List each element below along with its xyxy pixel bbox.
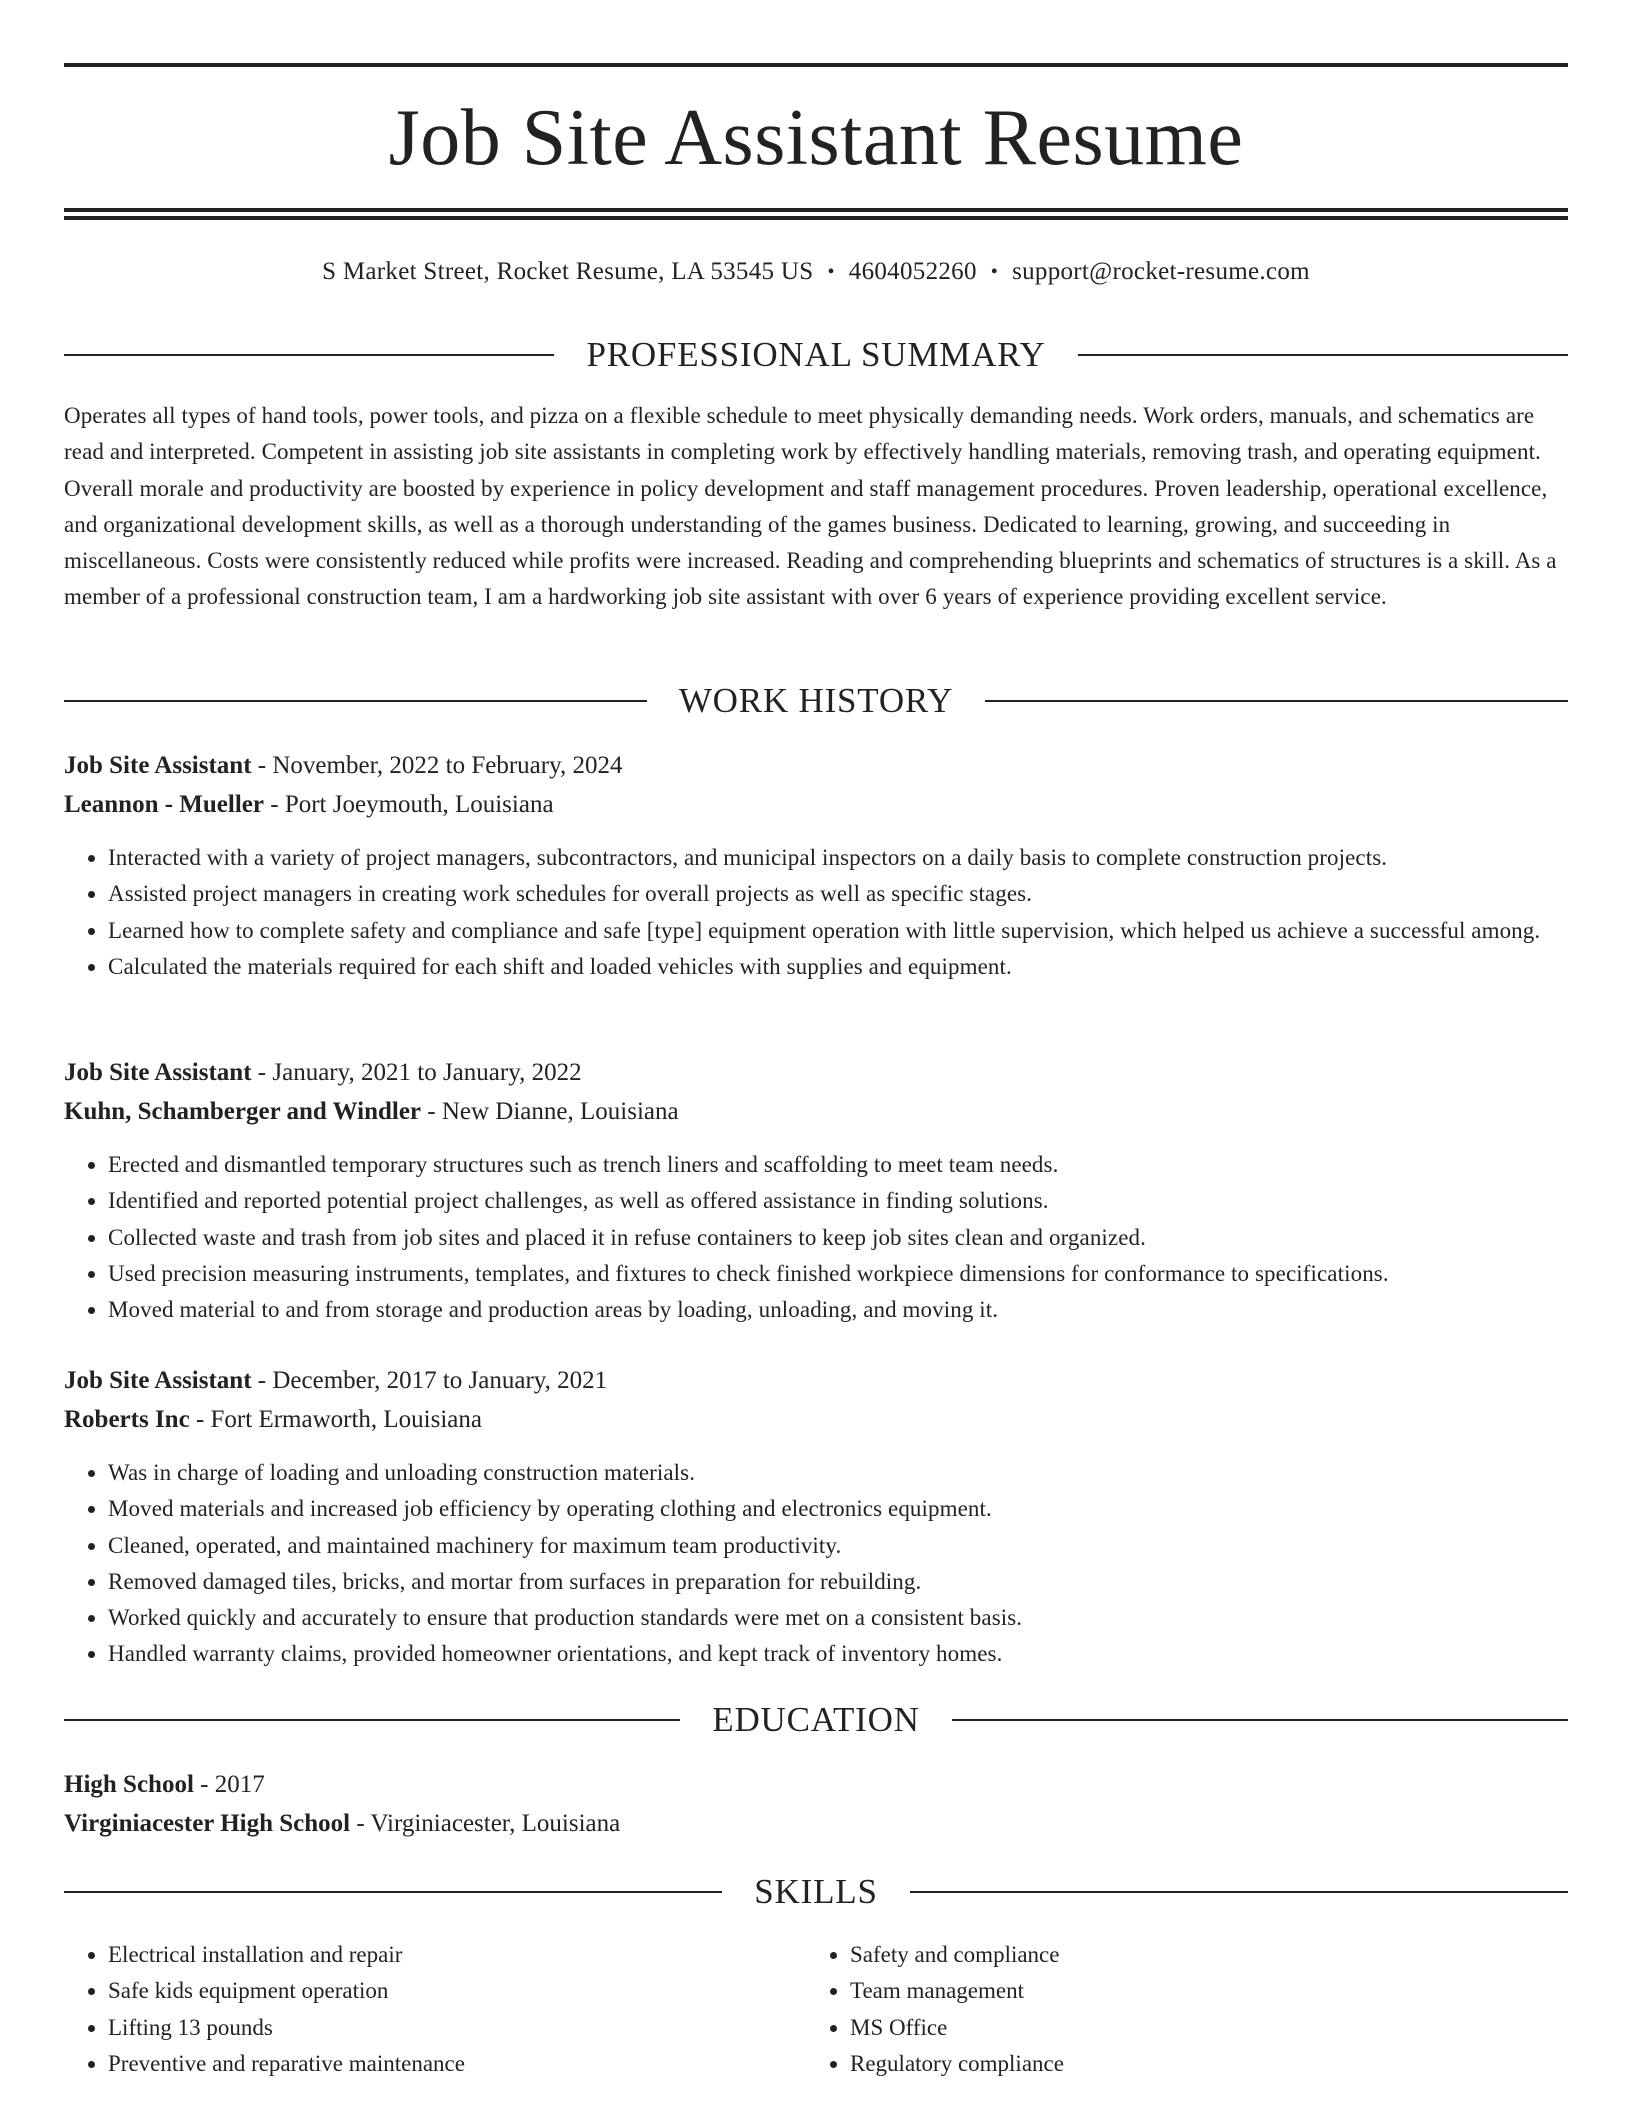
section-title: PROFESSIONAL SUMMARY <box>586 335 1046 374</box>
contact-email: support@rocket-resume.com <box>1012 258 1310 285</box>
heading-rule-left <box>64 354 554 356</box>
list-item: • Learned how to complete safety and compliance and safe [type] equipment operation with little supervision, which helped us achieve a successful among. <box>108 913 1568 949</box>
job-dates: - January, 2021 to January, 2022 <box>251 1059 582 1086</box>
job-dates: - November, 2022 to February, 2024 <box>251 752 623 779</box>
contact-phone: 4604052260 <box>848 258 977 285</box>
education-degree: High School <box>64 1771 194 1798</box>
skills-list-right <box>806 1937 1550 2082</box>
list-item: • Assisted project managers in creating work schedules for overall projects as well as specific stages. <box>108 876 1568 912</box>
education-school: Virginiacester High School <box>64 1810 351 1837</box>
job-title-line <box>64 748 1568 784</box>
job-title: Job Site Assistant <box>64 1059 252 1086</box>
title-rule-lower <box>64 216 1568 220</box>
job-bullets <box>64 1455 1568 1673</box>
heading-rule-right <box>910 1891 1568 1893</box>
job-bullets <box>64 840 1568 985</box>
section-heading-education <box>64 1698 1568 1742</box>
job-company: Kuhn, Schamberger and Windler <box>64 1098 422 1125</box>
list-item: • Erected and dismantled temporary structures such as trench liners and scaffolding to meet team needs. <box>108 1147 1568 1183</box>
list-item: • Moved materials and increased job efficiency by operating clothing and electronics equipment. <box>108 1491 1568 1527</box>
list-item: • Moved material to and from storage and production areas by loading, unloading, and moving it. <box>108 1292 1568 1328</box>
skill-item: • Safe kids equipment operation <box>108 1973 808 2009</box>
list-item: • Cleaned, operated, and maintained machinery for maximum team productivity. <box>108 1528 1568 1564</box>
job-title: Job Site Assistant <box>64 752 252 779</box>
list-item: • Handled warranty claims, provided homeowner orientations, and kept track of inventory homes. <box>108 1636 1568 1672</box>
education-location: - Virginiacester, Louisiana <box>350 1810 621 1837</box>
heading-rule-left <box>64 1891 722 1893</box>
list-item: • Calculated the materials required for each shift and loaded vehicles with supplies and equipment. <box>108 949 1568 985</box>
education-school-line <box>64 1806 1568 1842</box>
job-company: Leannon - Mueller <box>64 791 264 818</box>
heading-rule-left <box>64 700 647 702</box>
job-dates: - December, 2017 to January, 2021 <box>251 1367 608 1394</box>
job-location: - New Dianne, Louisiana <box>421 1098 679 1125</box>
section-heading-summary <box>64 333 1568 377</box>
skill-item: • Safety and compliance <box>850 1937 1550 1973</box>
job-title-line <box>64 1055 1568 1091</box>
summary-text: Operates all types of hand tools, power tools, and pizza on a flexible schedule to meet physically demanding needs. Work orders, manuals, and schematics are read and interpreted. Competent in assisting job site assistants in completing work by effectively handling materials, removing trash, and operating equipment. Overall morale and productivity are boosted by experience in policy development and staff management procedures. Proven leadership, operational excellence, and organizational development skills, as well as a thorough understanding of the games business. Dedicated to learning, growing, and succeeding in miscellaneous. Costs were consistently reduced while profits were increased. Reading and comprehending blueprints and schematics of structures is a skill. As a member of a professional construction team, I am a hardworking job site assistant with over 6 years of experience providing excellent service. <box>64 403 1557 610</box>
job-company: Roberts Inc <box>64 1406 190 1433</box>
resume-title: Job Site Assistant Resume <box>388 94 1244 182</box>
job-location: - Fort Ermaworth, Louisiana <box>189 1406 482 1433</box>
list-item: • Removed damaged tiles, bricks, and mortar from surfaces in preparation for rebuilding. <box>108 1564 1568 1600</box>
section-heading-skills <box>64 1870 1568 1914</box>
section-title: EDUCATION <box>712 1700 920 1739</box>
top-rule <box>64 63 1568 67</box>
education-degree-line <box>64 1767 1568 1803</box>
skill-item: • Team management <box>850 1973 1550 2009</box>
job-location: - Port Joeymouth, Louisiana <box>264 791 554 818</box>
job-company-line <box>64 1094 1568 1130</box>
contact-line <box>64 254 1568 290</box>
job-bullets <box>64 1147 1568 1328</box>
skill-item: • MS Office <box>850 2010 1550 2046</box>
contact-separator: • <box>827 261 835 283</box>
skill-item: • Regulatory compliance <box>850 2046 1550 2082</box>
list-item: • Was in charge of loading and unloading construction materials. <box>108 1455 1568 1491</box>
list-item: • Collected waste and trash from job sites and placed it in refuse containers to keep job sites clean and organized. <box>108 1220 1568 1256</box>
list-item: • Used precision measuring instruments, templates, and fixtures to check finished workpiece dimensions for conformance to specifications. <box>108 1256 1568 1292</box>
section-heading-work <box>64 679 1568 723</box>
list-item: • Worked quickly and accurately to ensure that production standards were met on a consistent basis. <box>108 1600 1568 1636</box>
section-title: SKILLS <box>754 1872 878 1911</box>
job-title-line <box>64 1363 1568 1399</box>
heading-rule-right <box>985 700 1568 702</box>
contact-address: S Market Street, Rocket Resume, LA 53545 US <box>322 258 814 285</box>
contact-separator: • <box>990 261 999 283</box>
skill-item: • Electrical installation and repair <box>108 1937 808 1973</box>
list-item: • Interacted with a variety of project managers, subcontractors, and municipal inspectors on a daily basis to complete construction projects. <box>108 840 1568 876</box>
education-year: - 2017 <box>193 1771 265 1798</box>
job-company-line <box>64 1402 1568 1438</box>
job-company-line <box>64 787 1568 823</box>
skill-item: • Lifting 13 pounds <box>108 2010 808 2046</box>
skills-list-left <box>64 1937 808 2082</box>
heading-rule-right <box>1078 354 1568 356</box>
list-item: • Identified and reported potential project challenges, as well as offered assistance in finding solutions. <box>108 1183 1568 1219</box>
title-rule-upper <box>64 208 1568 212</box>
job-title: Job Site Assistant <box>64 1367 252 1394</box>
heading-rule-left <box>64 1719 680 1721</box>
skill-item: • Preventive and reparative maintenance <box>108 2046 808 2082</box>
heading-rule-right <box>952 1719 1568 1721</box>
section-title: WORK HISTORY <box>678 681 954 720</box>
